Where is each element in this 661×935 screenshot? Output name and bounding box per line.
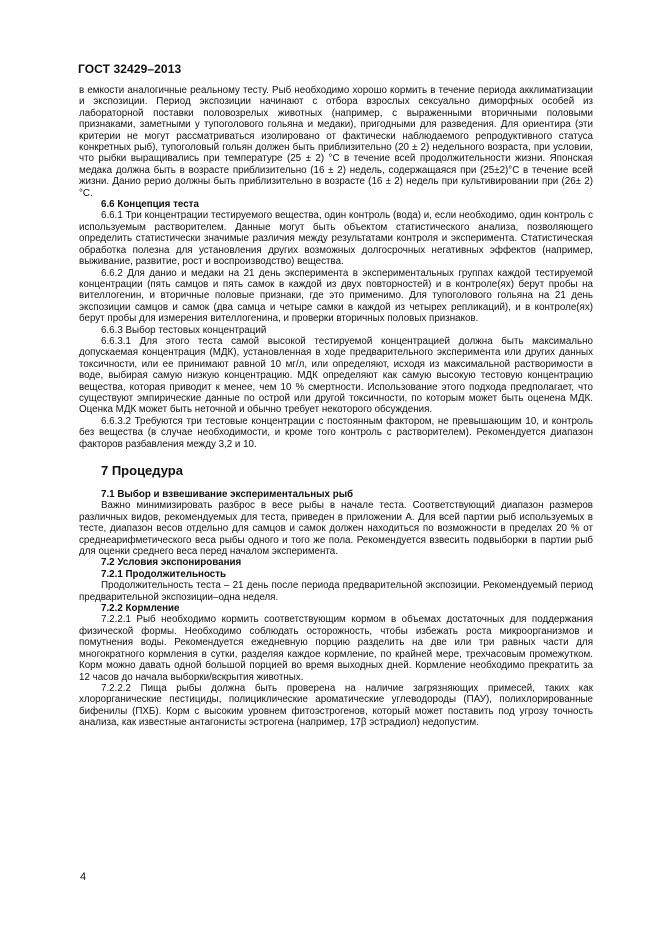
paragraph-7-1: Важно минимизировать разброс в весе рыбы в начале теста. Соответствующий диапазон размеров различных видов, рекомендуемых для теста, приведен в приложении А. Для всей партии рыб используемых в тесте, диапазон весов отдельно для самцов и самок должен находиться по возможности в пределах 20 % от среднеарифметического веса рыбы одного и того же пола. Рекомендуется взвесить подвыборки в партии рыб для оценки среднего веса перед началом эксперимента. bbox=[79, 500, 593, 558]
paragraph-7-2-2-2: 7.2.2.2 Пища рыбы должна быть проверена на наличие загрязняющих примесей, таких как хлорорганические пестициды, полициклические ароматические углеводороды (ПАУ), полихлорированные бифенилы (ПХБ). Корм с высоким уровнем фитоэстрогенов, который может поставить под угрозу точность анализа, как известные антагонисты эстрогена (например, 17β эстрадиол) недопустим. bbox=[79, 682, 593, 729]
paragraph-7-2-1: Продолжительность теста – 21 день после периода предварительной экспозиции. Рекомендуемый период предварительной экспозиции–одна неделя. bbox=[79, 580, 593, 603]
heading-7-1: 7.1 Выбор и взвешивание экспериментальных рыб bbox=[101, 489, 354, 500]
paragraph-7-2-2-1: 7.2.2.1 Рыб необходимо кормить соответствующим кормом в объемах достаточных для поддержания физической формы. Необходимо соблюдать осторожность, чтобы избежать роста микроорганизмов и помутнения воды. Рекомендуется ежедневную порцию разделить на две или три равных части для многократного кормления в сутки, разделяя каждое кормление, по крайней мере, трехчасовым промежутком. Корм можно давать одной большой порцией во время выходных дней. Кормление необходимо прекратить за 12 часов до начала выборки/вскрытия животных. bbox=[79, 614, 593, 683]
paragraph-6-6-1: 6.6.1 Три концентрации тестируемого вещества, один контроль (вода) и, если необходимо, один контроль с используемым растворителем. Данные могут быть объектом статистического анализа, позволяющего определить статистически значимые различия между результатами контроля и эксперимента. Статистическая обработка полезна для установления других возможных долгосрочных негативных эффектов (например, выживание, развитие, рост и воспроизводство) вещества. bbox=[79, 210, 593, 268]
paragraph-6-6-2: 6.6.2 Для данио и медаки на 21 день эксперимента в экспериментальных группах каждой тестируемой концентрации (пять самцов и пять самок в каждой из двух повторностей) и в контроле(ях) берут пробы на вителлогенин, и вторичные половые признаки, где это применимо. Для тупоголового гольяна на 21 день экспозиции самцов и самок (два самца и четыре самки в каждой из четырех репликаций), и в контроле(ях) берут пробы для измерения вителлогенина, и проверки вторичных половых признаков. bbox=[79, 267, 593, 325]
document-body bbox=[79, 85, 593, 729]
paragraph-intro: в емкости аналогичные реальному тесту. Рыб необходимо хорошо кормить в течение периода акклиматизации и экспозиции. Период экспозиции начинают с отбора взрослых сексуально диморфных особей из лабораторной поставки половозрелых животных (например, с выраженными вторичными половыми признаками, заметными у тупоголового гольяна и медаки), пригодными для разведения. Для ориентира (эти критерии не могут рассматриваться изолировано от фактически наблюдаемого репродуктивного статуса конкретных рыб), тупоголовый гольян должен быть приблизительно (20 ± 2) недельного возраста, при условии, что рыбки выращивались при температуре (25 ± 2) °C в течение всей продолжительности жизни. Японская медака должна быть в возрасте приблизительно (16 ± 2) недель, содержащаяся при (25±2)°C в течение всей жизни. Данио рерио должны быть приблизительно в возрасте (16 ± 2) недель при культивировании при (26± 2) °C. bbox=[79, 85, 593, 199]
page-number: 4 bbox=[80, 871, 87, 883]
heading-7-2: 7.2 Условия экспонирования bbox=[101, 557, 242, 569]
heading-7-procedure: 7 Процедура bbox=[101, 463, 183, 478]
paragraph-6-6-3: 6.6.3 Выбор тестовых концентраций bbox=[101, 324, 267, 336]
paragraph-6-6-3-2: 6.6.3.2 Требуются три тестовые концентрации с постоянным фактором, не превышающим 10, и контроль без вещества (в случае необходимости, и кроме того контроль с растворителем). Рекомендуется диапазон факторов разбавления между 3,2 и 10. bbox=[79, 415, 593, 450]
paragraph-6-6-3-1: 6.6.3.1 Для этого теста самой высокой тестируемой концентрацией должна быть максимально допускаемая концентрация (МДК), установленная в ходе предварительного эксперимента или других данных токсичности, или ее принимают равной 10 мг/л, или определяют, исходя из максимальной растворимости в воде, выбирая самую низкую концентрацию. МДК определяют как самую высокую тестовую концентрацию вещества, которая приводит к менее, чем 10 % смертности. Использование этого подхода предполагает, что существуют эмпирические данные по острой или другой токсичности, по которым может быть оценена МДК. Оценка МДК может быть неточной и обычно требует некоторого обсуждения. bbox=[79, 335, 593, 416]
heading-6-6: 6.6 Концепция теста bbox=[101, 199, 199, 211]
heading-7-2-2: 7.2.2 Кормление bbox=[101, 603, 180, 615]
heading-7-2-1: 7.2.1 Продолжительность bbox=[101, 568, 227, 580]
standard-header: ГОСТ 32429–2013 bbox=[78, 62, 182, 76]
